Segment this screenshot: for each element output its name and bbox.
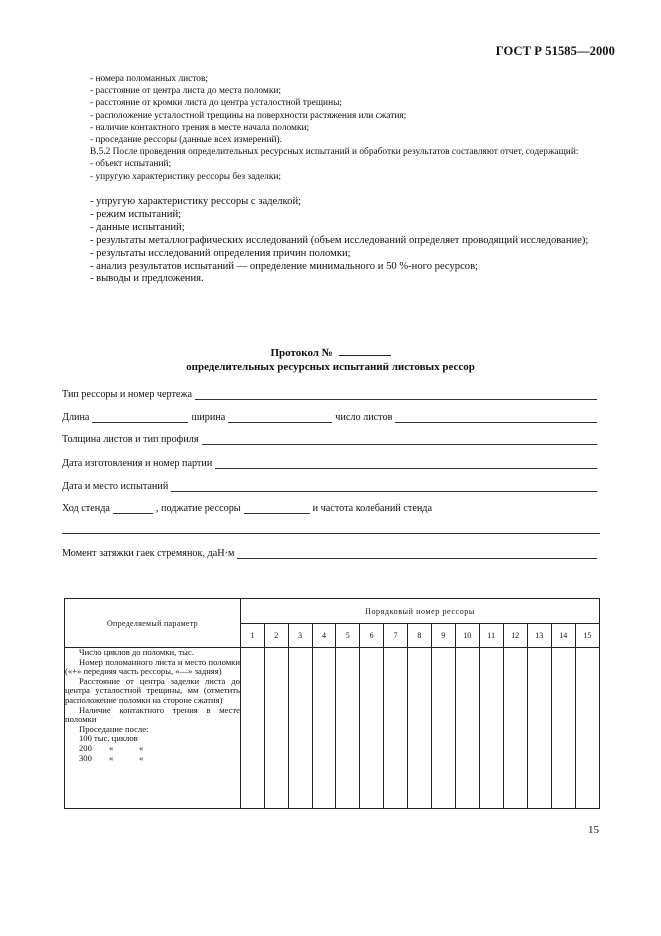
field-label: Дата изготовления и номер партии <box>62 458 213 469</box>
column-number: 9 <box>431 624 455 648</box>
field-spring-type[interactable] <box>62 389 600 400</box>
value-cell[interactable] <box>336 648 360 809</box>
param-column-header: Определяемый параметр <box>65 599 241 648</box>
list-item: - расположение усталостной трещины на поверхности растяжения или сжатия; <box>90 110 407 121</box>
list-item: - результаты металлографических исследований (объем исследований определяет проводящий исследование); <box>90 234 589 246</box>
value-cell[interactable] <box>240 648 264 809</box>
field-label: Тип рессоры и номер чертежа <box>62 389 193 400</box>
field-label: ширина <box>191 412 226 423</box>
fill-line[interactable] <box>215 459 597 469</box>
column-number: 8 <box>407 624 431 648</box>
field-label: и частота колебаний стенда <box>312 503 433 514</box>
field-test-date[interactable] <box>62 481 600 492</box>
column-number: 1 <box>240 624 264 648</box>
field-stand-stroke[interactable] <box>62 503 600 514</box>
fill-line[interactable] <box>195 390 597 400</box>
param-cycles: Число циклов до поломки, тыс. <box>79 647 194 657</box>
column-number: 2 <box>264 624 288 648</box>
column-number: 6 <box>360 624 384 648</box>
list-item: - проседание рессоры (данные всех измерений). <box>90 135 282 146</box>
param-friction: Наличие контактного трения в месте поломки <box>65 704 240 725</box>
param-cell <box>65 648 241 809</box>
list-item: - расстояние от центра листа до места поломки; <box>90 86 282 97</box>
page-number: 15 <box>588 824 599 836</box>
column-number: 4 <box>312 624 336 648</box>
fill-line[interactable] <box>202 435 597 445</box>
param-sag-title: Проседание после: <box>79 723 149 734</box>
list-item: - номера поломанных листов; <box>90 74 208 84</box>
list-item: - упругую характеристику рессоры с заделкой; <box>90 196 302 207</box>
requirements-list-b <box>62 196 602 286</box>
param-broken-sheet: Номер поломанного листа и место поломки («+» передняя часть рессоры, «—» задняя) <box>65 656 240 677</box>
column-number: 14 <box>551 624 575 648</box>
value-cell[interactable] <box>407 648 431 809</box>
column-number: 15 <box>575 624 599 648</box>
list-item: - упругую характеристику рессоры без заделки; <box>90 171 282 182</box>
column-number: 10 <box>455 624 479 648</box>
field-dimensions[interactable] <box>62 412 600 423</box>
value-cell[interactable] <box>431 648 455 809</box>
field-label: число листов <box>335 412 393 423</box>
list-item: - анализ результатов испытаний — определение минимального и 50 %-ного ресурсов; <box>90 260 479 272</box>
list-item: - объект испытаний; <box>90 159 172 170</box>
field-label: , поджатие рессоры <box>155 503 241 514</box>
list-item: - наличие контактного трения в месте начала поломки; <box>90 122 310 133</box>
list-item: - результаты исследований определения причин поломки; <box>90 247 351 259</box>
column-number: 11 <box>479 624 503 648</box>
fill-line[interactable] <box>395 413 597 423</box>
field-label: Дата и место испытаний <box>62 481 169 492</box>
param-sag-200: 200 « « <box>79 742 144 753</box>
param-sag-300: 300 « « <box>79 752 144 763</box>
section-paragraph: В.5.2 После проведения определительных ресурсных испытаний и обработки результатов составляют отчет, содержащий: <box>90 147 579 158</box>
document-code: ГОСТ Р 51585—2000 <box>495 44 615 58</box>
field-torque[interactable] <box>62 548 600 559</box>
requirements-list-a <box>62 73 602 183</box>
table-row <box>65 648 600 809</box>
list-item: - расстояние от кромки листа до центра усталостной трещины; <box>90 98 342 109</box>
results-table <box>64 598 600 809</box>
column-number: 12 <box>503 624 527 648</box>
value-cell[interactable] <box>288 648 312 809</box>
fill-line[interactable] <box>228 413 332 423</box>
value-cell[interactable] <box>455 648 479 809</box>
column-number: 5 <box>336 624 360 648</box>
param-sag-100: 100 тыс. циклов <box>79 733 138 744</box>
field-label: Ход стенда <box>62 503 110 514</box>
value-cell[interactable] <box>264 648 288 809</box>
protocol-heading <box>0 345 661 374</box>
list-item: - режим испытаний; <box>90 208 182 220</box>
value-cell[interactable] <box>479 648 503 809</box>
column-number: 13 <box>527 624 551 648</box>
seq-column-header: Порядковый номер рессоры <box>240 599 599 624</box>
list-item: - данные испытаний; <box>90 221 185 233</box>
field-manufacture[interactable] <box>62 458 600 469</box>
param-distance: Расстояние от центра заделки листа до центра усталостной трещины, мм (отметить расположение поломки на стороне сжатия) <box>65 675 240 705</box>
value-cell[interactable] <box>384 648 408 809</box>
value-cell[interactable] <box>575 648 599 809</box>
fill-line[interactable] <box>237 549 597 559</box>
fill-line[interactable] <box>244 504 310 514</box>
protocol-title: Протокол № <box>0 345 661 360</box>
fill-line[interactable] <box>92 413 188 423</box>
field-label: Длина <box>62 412 90 423</box>
fill-line[interactable] <box>62 533 600 534</box>
fill-line[interactable] <box>113 504 153 514</box>
value-cell[interactable] <box>360 648 384 809</box>
field-thickness[interactable] <box>62 434 600 445</box>
protocol-subtitle: определительных ресурсных испытаний листовых рессор <box>186 361 475 373</box>
field-label: Момент затяжки гаек стремянок, даН·м <box>62 548 235 559</box>
fill-line[interactable] <box>171 482 597 492</box>
column-number: 3 <box>288 624 312 648</box>
value-cell[interactable] <box>551 648 575 809</box>
value-cell[interactable] <box>503 648 527 809</box>
column-number: 7 <box>384 624 408 648</box>
field-label: Толщина листов и тип профиля <box>62 434 199 445</box>
value-cell[interactable] <box>527 648 551 809</box>
list-item: - выводы и предложения. <box>90 273 204 285</box>
value-cell[interactable] <box>312 648 336 809</box>
